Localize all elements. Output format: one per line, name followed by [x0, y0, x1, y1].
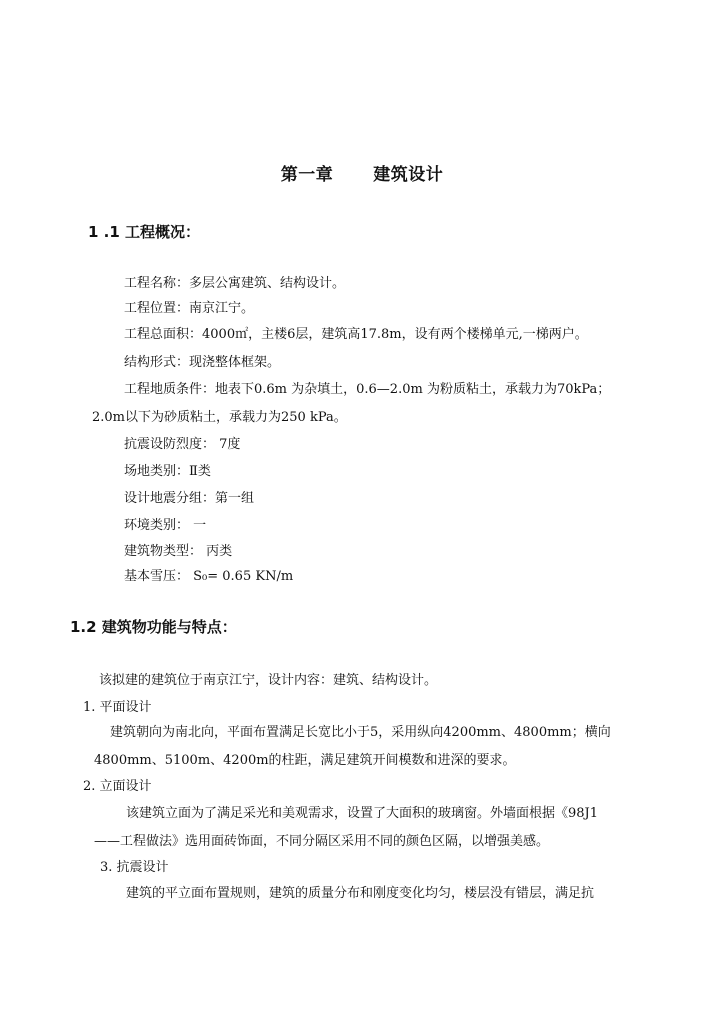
seismic-group-line: 设计地震分组：第一组 [124, 491, 255, 506]
building-type-line: 建筑物类型： 丙类 [124, 544, 233, 559]
seismic-intensity-line: 抗震设防烈度： 7度 [124, 437, 241, 452]
geology-line-continued: 2.0m以下为砂质粘土，承载力为250 kPa。 [92, 410, 347, 425]
snow-pressure-line: 基本雪压： S₀= 0.65 KN/m [124, 569, 294, 584]
elevation-design-line-continued: ——工程做法》选用面砖饰面，不同分隔区采用不同的颜色区隔，以增强美感。 [94, 834, 550, 849]
subheading-seismic-design: 3. 抗震设计 [100, 860, 169, 875]
seismic-design-line: 建筑的平立面布置规则，建筑的质量分布和刚度变化均匀，楼层没有错层，满足抗 [126, 886, 595, 901]
plan-design-line-continued: 4800mm、5100m、4200m的柱距，满足建筑开间模数和进深的要求。 [94, 753, 516, 768]
chapter-number: 第一章 [280, 165, 334, 185]
geology-line: 工程地质条件：地表下0.6m 为杂填土，0.6—2.0m 为粉质粘土，承载力为70kPa； [124, 382, 611, 397]
site-category-line: 场地类别：Ⅱ类 [124, 464, 211, 479]
subheading-elevation-design: 2. 立面设计 [83, 779, 152, 794]
project-area-line: 工程总面积：4000㎡，主楼6层，建筑高17.8m，设有两个楼梯单元,一梯两户。 [124, 327, 588, 342]
project-name-line: 工程名称：多层公寓建筑、结构设计。 [124, 276, 346, 291]
intro-line: 该拟建的建筑位于南京江宁，设计内容：建筑、结构设计。 [99, 673, 438, 688]
elevation-design-line: 该建筑立面为了满足采光和美观需求，设置了大面积的玻璃窗。外墙面根据《98J1 [126, 806, 599, 821]
chapter-name: 建筑设计 [373, 165, 444, 185]
subheading-plan-design: 1. 平面设计 [83, 700, 152, 715]
environment-category-line: 环境类别： 一 [124, 518, 207, 533]
section-heading-1-1: 1 .1 工程概况： [88, 223, 201, 241]
structure-form-line: 结构形式：现浇整体框架。 [124, 355, 281, 370]
section-heading-1-2: 1.2 建筑物功能与特点： [70, 618, 237, 636]
plan-design-line: 建筑朝向为南北向，平面布置满足长宽比小于5，采用纵向4200mm、4800mm；横向 [110, 725, 611, 740]
project-location-line: 工程位置：南京江宁。 [124, 301, 255, 316]
chapter-title [0, 160, 724, 185]
